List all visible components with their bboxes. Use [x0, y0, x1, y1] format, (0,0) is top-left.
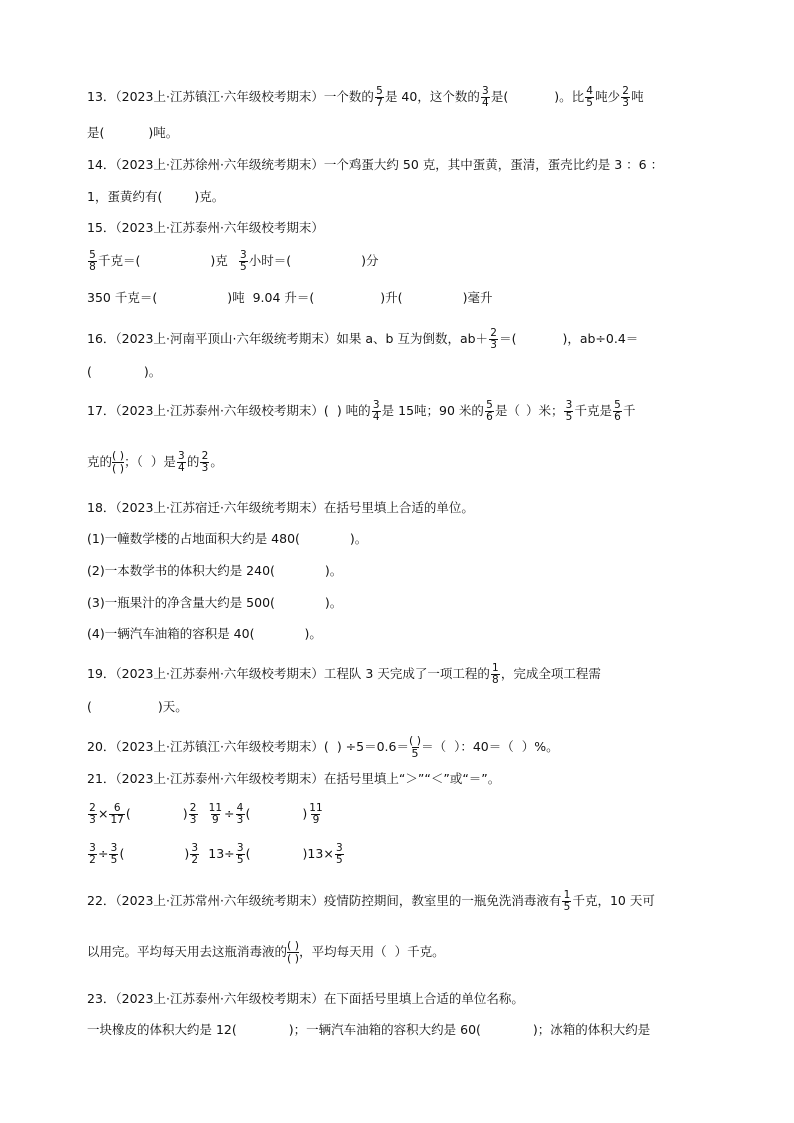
q20-source: （2023上·江苏镇江·六年级校考期末）: [115, 739, 324, 755]
q18-source: （2023上·江苏宿迁·六年级统考期末）: [115, 500, 324, 515]
fraction: $\frac{11}{9}$: [208, 802, 223, 827]
q16-source: （2023上·河南平顶山·六年级统考期末）: [115, 331, 337, 347]
q14-line1: [87, 159, 663, 172]
q13-text: 是(: [490, 89, 509, 105]
q13-text: 一个数的: [323, 89, 374, 105]
q13-source: （2023上·江苏镇江·六年级校考期末）: [115, 89, 324, 105]
q21-text: (: [245, 806, 251, 822]
q15-text: 350 千克＝(: [87, 290, 158, 305]
fraction: $\frac{2}{3}$: [622, 85, 629, 110]
q14-number: 14．: [87, 157, 116, 172]
q21-text: ): [184, 846, 190, 862]
blank-fraction[interactable]: ( ) ( ): [112, 449, 125, 476]
q21-row1: [87, 803, 325, 826]
q14-line2: [87, 191, 224, 204]
q20-text: ) ÷5＝0.6＝: [336, 739, 409, 755]
fraction: $\frac{11}{9}$: [309, 802, 323, 827]
q21-row2: [87, 843, 345, 866]
q23-text: 在下面括号里填上合适的单位名称。: [323, 991, 524, 1006]
q13-text: )。比: [554, 89, 585, 105]
q17-text: 是 15吨；90 米的: [381, 403, 484, 419]
q17-number: 17．: [87, 403, 116, 419]
q22-source: （2023上·江苏常州·六年级统考期末）: [115, 893, 324, 909]
q21-number: 21．: [87, 771, 116, 786]
q22-text: 疫情防控期间，教室里的一瓶免洗消毒液有: [323, 893, 562, 909]
q19-source: （2023上·江苏泰州·六年级校考期末）: [115, 666, 324, 682]
q13-text: )吨。: [148, 125, 179, 140]
q16-line1: [87, 328, 638, 351]
fraction: $\frac{3}{4}$: [481, 85, 489, 110]
q15-text: )毫升: [462, 290, 493, 305]
fraction: $\frac{2}{3}$: [89, 802, 96, 827]
blank-fraction[interactable]: ( ) ( ): [287, 939, 300, 966]
q17-text: 千: [622, 403, 636, 419]
fraction: $\frac{2}{3}$: [490, 327, 497, 352]
q16-text: (: [87, 364, 92, 379]
q21-text: (: [119, 846, 125, 862]
q23-text: )；一辆汽车油箱的容积大约是 60(: [288, 1022, 481, 1037]
fraction: $\frac{1}{8}$: [491, 662, 499, 687]
fraction: $\frac{5}{8}$: [89, 249, 96, 274]
q16-number: 16．: [87, 331, 116, 347]
q17-text: ) 吨的: [336, 403, 371, 419]
q13-text: 吨少: [595, 89, 621, 105]
q18-text: )。: [349, 531, 368, 546]
q18-item4: [87, 628, 322, 641]
q15-line1: [87, 222, 324, 235]
q15-line3: [87, 292, 492, 305]
q19-text: (: [87, 699, 92, 714]
q18-text: (3)一瓶果汁的净含量大约是 500(: [87, 595, 275, 610]
q16-text: 如果 a、b 互为倒数，ab＋: [336, 331, 489, 347]
q20-number: 20．: [87, 739, 116, 755]
q21-text: )13×: [302, 846, 334, 862]
q21-line1: [87, 773, 500, 786]
fraction: $\frac{5}{6}$: [614, 399, 621, 424]
q21-text: ): [182, 806, 188, 822]
q19-text: 工程队 3 天完成了一项工程的: [323, 666, 490, 682]
q22-text: 千克，10 天可: [572, 893, 655, 909]
q23-line1: [87, 993, 524, 1006]
q15-text: )分: [361, 253, 379, 269]
q21-text: (: [245, 846, 251, 862]
q17-text: 是（: [494, 403, 520, 419]
q16-line2: [87, 366, 161, 379]
fraction: $\frac{2}{3}$: [189, 802, 197, 827]
fraction: $\frac{3}{5}$: [110, 842, 118, 867]
q13-text: 是(: [87, 125, 105, 140]
fraction: $\frac{4}{3}$: [236, 802, 244, 827]
fraction: $\frac{3}{2}$: [89, 842, 96, 867]
q17-text: (: [323, 403, 329, 419]
fraction: $\frac{4}{5}$: [586, 85, 593, 110]
q15-line2: [87, 250, 379, 273]
operator: ÷: [224, 806, 235, 822]
q21-text: 在括号里填上“＞”“＜”或“＝”。: [323, 771, 501, 786]
q17-line2: [87, 450, 223, 475]
q22-text: ，平均每天用（: [299, 944, 387, 960]
q21-source: （2023上·江苏泰州·六年级校考期末）: [115, 771, 324, 786]
q16-text: )。: [143, 364, 162, 379]
blank-fraction[interactable]: ( ) 5: [408, 734, 422, 761]
q20-line1: [87, 735, 559, 760]
q20-text: ＝（: [421, 739, 447, 755]
fraction: $\frac{2}{3}$: [201, 450, 209, 475]
q18-text: )。: [304, 626, 322, 641]
q18-item2: [87, 565, 342, 578]
q19-line1: [87, 663, 601, 686]
q23-line2: [87, 1024, 650, 1037]
q19-text: )天。: [157, 699, 188, 714]
q18-item3: [87, 597, 342, 610]
q20-text: ）%。: [521, 739, 559, 755]
operator: ÷: [98, 846, 109, 862]
q18-line1: [87, 502, 474, 515]
q17-text: 千克是: [574, 403, 612, 419]
q20-text: (: [323, 739, 329, 755]
fraction: $\frac{6}{17}$: [110, 802, 124, 827]
fraction: $\frac{3}{4}$: [372, 399, 380, 424]
q17-text: 的: [186, 454, 200, 470]
q17-line1: [87, 400, 636, 423]
q15-text: 千克＝(: [98, 253, 141, 269]
q13-number: 13．: [87, 89, 116, 105]
q23-number: 23．: [87, 991, 116, 1006]
q14-source: （2023上·江苏徐州·六年级统考期末）: [115, 157, 324, 172]
q15-text: 小时＝(: [248, 253, 292, 269]
q17-text: ）米；: [525, 403, 564, 419]
operator: ×: [98, 806, 109, 822]
q21-text: ): [302, 806, 308, 822]
q14-text: 一个鸡蛋大约 50 克，其中蛋黄，蛋清，蛋壳比约是 3 ：6 ：: [323, 157, 664, 172]
q16-text: ＝(: [499, 331, 517, 347]
q14-text: )克。: [194, 189, 225, 204]
q22-line1: [87, 890, 655, 913]
q13-text: 吨: [631, 89, 644, 105]
fraction: $\frac{5}{6}$: [486, 399, 493, 424]
q15-text: )克: [210, 253, 228, 269]
fraction: $\frac{1}{5}$: [563, 889, 571, 914]
fraction: $\frac{3}{5}$: [335, 842, 343, 867]
q13-text: 是 40，这个数的: [384, 89, 480, 105]
q16-text: )，ab÷0.4＝: [562, 331, 639, 347]
q15-text: )吨: [227, 290, 245, 305]
q19-line2: [87, 701, 188, 714]
q23-text: )；冰箱的体积大约是: [532, 1022, 651, 1037]
q15-text: 9.04 升＝(: [252, 290, 315, 305]
q23-source: （2023上·江苏泰州·六年级校考期末）: [115, 991, 324, 1006]
q21-text: 13÷: [208, 846, 235, 862]
q15-source: （2023上·江苏泰州·六年级校考期末）: [115, 220, 324, 235]
q17-text: 。: [210, 454, 223, 470]
q20-text: ）：40＝（: [454, 739, 514, 755]
q22-text: 以用完。平均每天用去这瓶消毒液的: [87, 944, 288, 960]
q17-text: ；（: [124, 454, 143, 470]
fraction: $\frac{5}{7}$: [376, 85, 383, 110]
q17-text: 克的: [87, 454, 113, 470]
q18-text: )。: [324, 595, 343, 610]
q19-text: ，完成全项工程需: [500, 666, 601, 682]
fraction: $\frac{3}{2}$: [191, 842, 199, 867]
q13-line1: [87, 86, 644, 109]
q23-text: 一块橡皮的体积大约是 12(: [87, 1022, 237, 1037]
q17-source: （2023上·江苏泰州·六年级校考期末）: [115, 403, 324, 419]
q22-number: 22．: [87, 893, 116, 909]
q19-number: 19．: [87, 666, 116, 682]
q14-text: 1，蛋黄约有(: [87, 189, 163, 204]
fraction: $\frac{3}{4}$: [178, 450, 185, 475]
q18-number: 18．: [87, 500, 116, 515]
q18-text: (2)一本数学书的体积大约是 240(: [87, 563, 275, 578]
q22-line2: [87, 940, 445, 965]
q21-text: (: [125, 806, 131, 822]
q15-number: 15．: [87, 220, 116, 235]
fraction: $\frac{3}{5}$: [239, 249, 247, 274]
q18-item1: [87, 533, 367, 546]
fraction: $\frac{3}{5}$: [236, 842, 244, 867]
q18-text: (1)一幢数学楼的占地面积大约是 480(: [87, 531, 300, 546]
q22-text: ）千克。: [394, 944, 445, 960]
q18-text: 在括号里填上合适的单位。: [323, 500, 474, 515]
fraction: $\frac{3}{5}$: [565, 399, 573, 424]
q17-text: ）是: [150, 454, 176, 470]
q13-line2: [87, 127, 178, 140]
q18-text: )。: [324, 563, 343, 578]
q15-text: )升(: [380, 290, 403, 305]
q18-text: (4)一辆汽车油箱的容积是 40(: [87, 626, 255, 641]
